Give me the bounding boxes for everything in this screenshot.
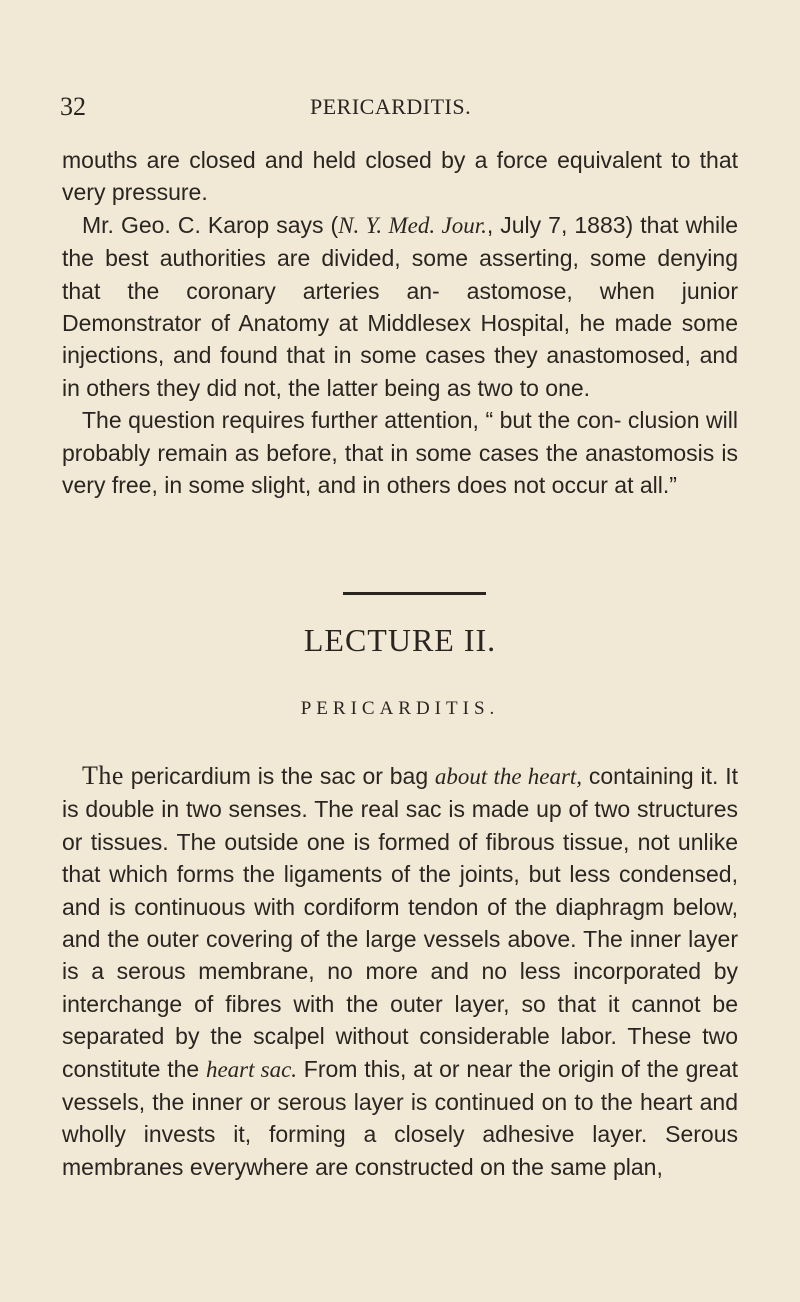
lecture-subtitle: PERICARDITIS. <box>300 698 500 719</box>
paragraph-1: mouths are closed and held closed by a force equivalent to that very pressure. <box>62 147 738 206</box>
paragraph-3: The question requires further attention, “ but the con- clusion will probably remain as before, that in some cases the anastomosis is very free, in some slight, and in others does not occur at all.” <box>62 407 738 499</box>
paragraph-2 <box>62 209 738 404</box>
paragraph-4 <box>62 760 738 1183</box>
page-number: 32 <box>60 92 86 121</box>
running-header <box>60 92 760 126</box>
text-block-lecture <box>62 760 738 1183</box>
paragraph-2-text-b: , July 7, 1883) that while the best authorities are divided, some asserting, some denying that the coronary arteries an- astomose, when junior Demonstrator of Anatomy at Middlesex Hospital, he made some injections, and found that in some cases they anastomosed, and in others they did not, the latter being as two to one. <box>62 211 738 401</box>
section-divider <box>343 592 486 595</box>
paragraph-4-text-b: containing it. It is double in two senses. The real sac is made up of two structures or tissues. The outside one is formed of fibrous tissue, not unlike that which forms the ligaments of the joints, but less condensed, and is continuous with cordiform tendon of the diaphragm below, and the outer covering of the large vessels above. The inner layer is a serous membrane, no more and no less incorporated by interchange of fibres with the outer layer, so that it cannot be separated by the scalpel without considerable labor. These two constitute the <box>62 763 738 1082</box>
lecture-title: LECTURE II. <box>303 622 497 658</box>
paragraph-4-text-a: pericardium is the sac or bag <box>123 763 435 789</box>
italic-about-the-heart: about the heart, <box>434 764 583 789</box>
paragraph-2-text-a: Mr. Geo. C. Karop says ( <box>82 211 339 238</box>
paragraph-4-text-c: From this, at or near the origin of the great vessels, the inner or serous layer is continued on to the heart and wholly invests it, forming a closely adhesive layer. Serous membranes everywhere are constructed on the same plan, <box>62 1055 738 1180</box>
text-block-continuation <box>62 144 738 501</box>
lead-word: The <box>82 761 124 790</box>
running-title: PERICARDITIS. <box>310 94 472 119</box>
journal-citation: N. Y. Med. Jour. <box>338 212 487 238</box>
italic-heart-sac: heart sac. <box>205 1056 298 1082</box>
